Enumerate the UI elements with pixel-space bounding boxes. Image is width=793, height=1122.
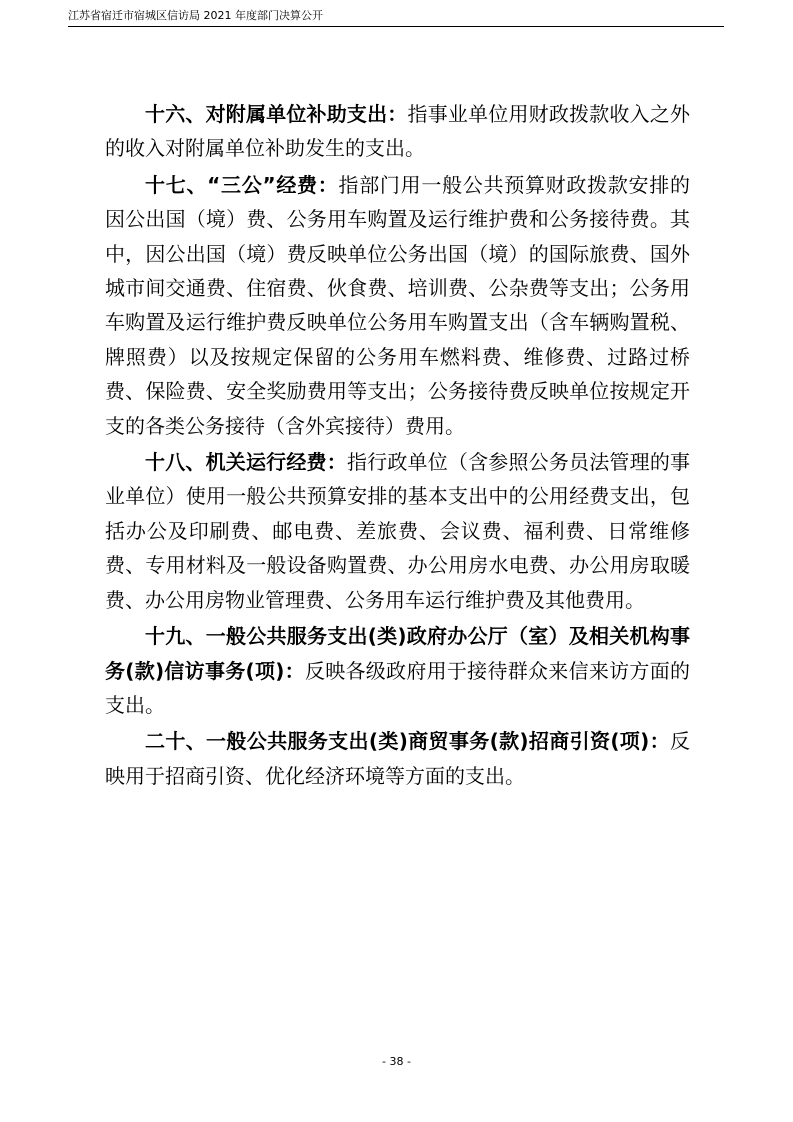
paragraph-18 (105, 445, 690, 617)
paragraph-20-heading: 二十、一般公共服务支出(类)商贸事务(款)招商引资(项)： (145, 729, 670, 754)
paragraph-18-heading: 十八、机关运行经费： (145, 450, 347, 475)
paragraph-20-text: 反映用于招商引资、优化经济环境等方面的支出。 (105, 729, 690, 788)
paragraph-17-heading: 十七、“三公”经费： (145, 172, 339, 197)
paragraph-20 (105, 724, 690, 793)
paragraph-17 (105, 168, 690, 443)
header-divider (68, 26, 724, 27)
paragraph-19 (105, 619, 690, 722)
paragraph-16 (105, 97, 690, 166)
paragraph-16-heading: 十六、对附属单位补助支出： (145, 102, 408, 126)
page-number: - 38 - (382, 1055, 411, 1068)
running-header: 江苏省宿迁市宿城区信访局 2021 年度部门决算公开 (68, 9, 323, 22)
paragraph-16-text: 指事业单位用财政拨款收入之外的收入对附属单位补助发生的支出。 (105, 102, 690, 161)
paragraph-17-text: 指部门用一般公共预算财政拨款安排的因公出国（境）费、公务用车购置及运行维护费和公务接待费。其中，因公出国（境）费反映单位公务出国（境）的国际旅费、国外城市间交通费、住宿费、伙食费、培训费、公杂费等支出；公务用车购置及运行维护费反映单位公务用车购置支出（含车辆购置税、牌照费）以及按规定保留的公务用车燃料费、维修费、过路过桥费、保险费、安全奖励费用等支出；公务接待费反映单位按规定开支的各类公务接待（含外宾接待）费用。 (105, 172, 690, 438)
paragraph-18-text: 指行政单位（含参照公务员法管理的事业单位）使用一般公共预算安排的基本支出中的公用经费支出，包括办公及印刷费、邮电费、差旅费、会议费、福利费、日常维修费、专用材料及一般设备购置费、办公用房水电费、办公用房取暖费、办公用房物业管理费、公务用车运行维护费及其他费用。 (105, 450, 691, 612)
document-body (105, 97, 690, 793)
paragraph-19-text: 反映各级政府用于接待群众来信来访方面的支出。 (105, 658, 690, 717)
paragraph-19-heading: 十九、一般公共服务支出(类)政府办公厅（室）及相关机构事务(款)信访事务(项)： (105, 624, 690, 683)
